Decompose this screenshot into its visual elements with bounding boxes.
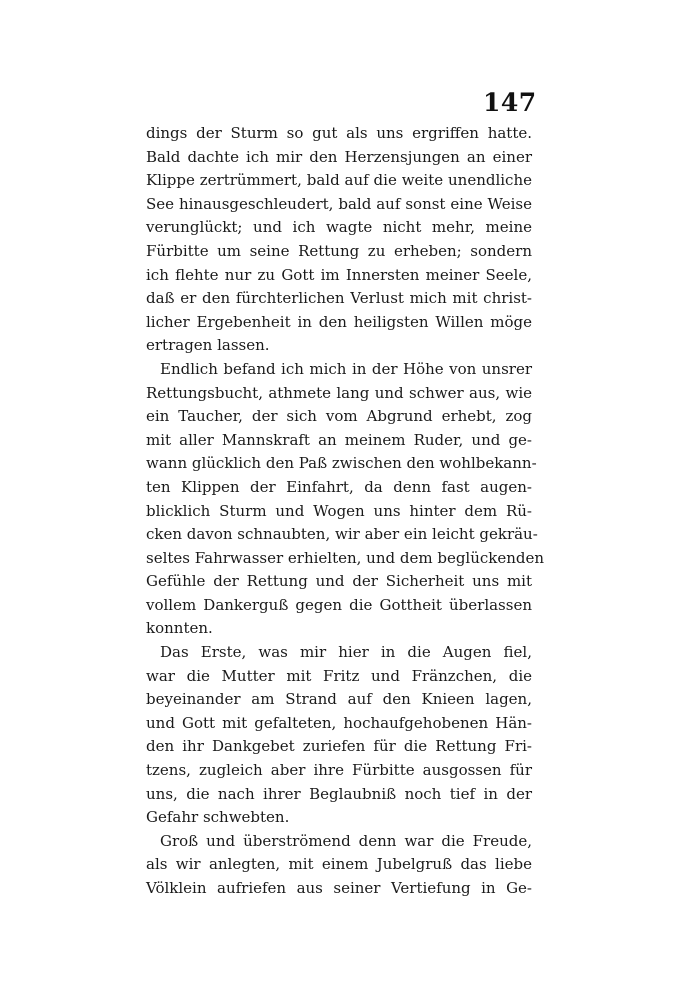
- text-line: Gefühle der Rettung und der Sicherheit uns mit: [146, 572, 532, 591]
- body-text: [146, 122, 545, 901]
- text-line: Rettungsbucht, athmete lang und schwer aus, wie: [146, 383, 532, 402]
- text-line: Völklein aufriefen aus seiner Vertiefung in Ge-: [146, 879, 532, 897]
- text-line: seltes Fahrwasser erhielten, und dem beglückenden: [146, 548, 545, 567]
- text-line: und Gott mit gefalteten, hochaufgehobenen Hän-: [146, 713, 532, 732]
- text-line: Gefahr schwebten.: [146, 808, 290, 827]
- text-line: Bald dachte ich mir den Herzensjungen an einer: [146, 147, 532, 166]
- text-line: uns, die nach ihrer Beglaubniß noch tief in der: [146, 784, 532, 803]
- text-line: blicklich Sturm und Wogen uns hinter dem Rü-: [146, 501, 532, 520]
- text-line: cken davon schnaubten, wir aber ein leicht gekräu-: [146, 525, 538, 544]
- text-line: Endlich befand ich mich in der Höhe von unsrer: [160, 359, 532, 378]
- text-line: ich flehte nur zu Gott im Innersten meiner Seele,: [146, 265, 532, 284]
- text-line: Groß und überströmend denn war die Freude,: [160, 831, 532, 850]
- text-line: mit aller Mannskraft an meinem Ruder, und ge-: [146, 430, 532, 449]
- text-line: daß er den fürchterlichen Verlust mich mit christ-: [146, 289, 532, 308]
- text-line: verunglückt; und ich wagte nicht mehr, meine: [146, 218, 532, 237]
- text-line: als wir anlegten, mit einem Jubelgruß das liebe: [146, 855, 532, 874]
- text-line: tzens, zugleich aber ihre Fürbitte ausgossen für: [146, 761, 532, 780]
- text-line: wann glücklich den Paß zwischen den wohlbekann-: [146, 454, 537, 473]
- text-line: ten Klippen der Einfahrt, da denn fast augen-: [146, 477, 532, 496]
- text-line: beyeinander am Strand auf den Knieen lagen,: [146, 690, 532, 709]
- text-line: Klippe zertrümmert, bald auf die weite unendliche: [146, 171, 532, 190]
- text-line: Fürbitte um seine Rettung zu erheben; sondern: [146, 241, 532, 260]
- text-line: ein Taucher, der sich vom Abgrund erhebt, zog: [146, 407, 532, 426]
- text-line: licher Ergebenheit in den heiligsten Willen möge: [146, 312, 532, 331]
- text-line: See hinausgeschleudert, bald auf sonst eine Weise: [146, 194, 532, 213]
- text-line: konnten.: [146, 619, 213, 638]
- text-line: den ihr Dankgebet zuriefen für die Rettung Fri-: [146, 737, 532, 756]
- text-line: dings der Sturm so gut als uns ergriffen hatte.: [146, 124, 532, 142]
- page-number: 147: [483, 88, 537, 117]
- text-line: vollem Dankerguß gegen die Gottheit überlassen: [146, 595, 532, 614]
- text-line: ertragen lassen.: [146, 336, 270, 355]
- text-line: Das Erste, was mir hier in die Augen fiel,: [160, 643, 532, 662]
- text-line: war die Mutter mit Fritz und Fränzchen, die: [146, 666, 532, 685]
